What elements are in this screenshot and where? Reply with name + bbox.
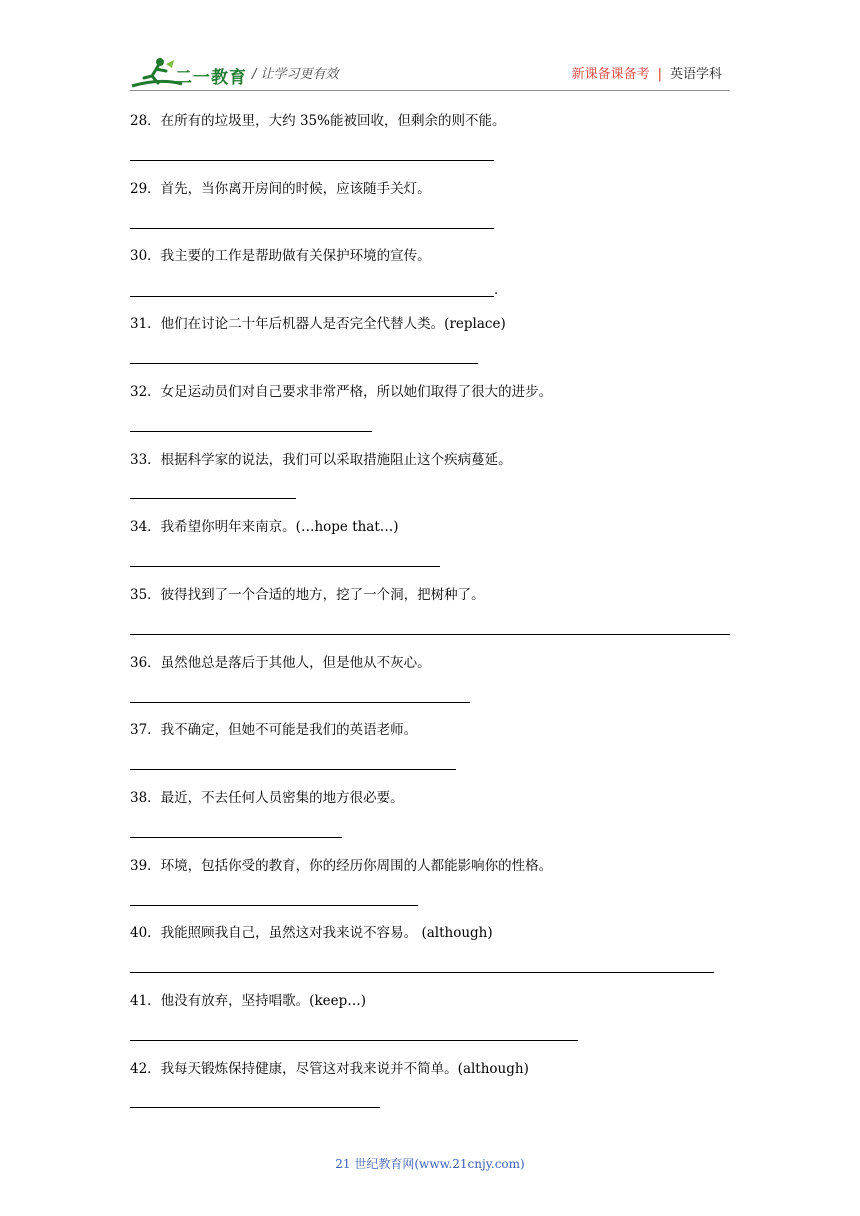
question-33: 33．根据科学家的说法，我们可以采取措施阻止这个疾病蔓延。 — [130, 452, 512, 468]
question-36: 36．虽然他总是落后于其他人，但是他从不灰心。 — [130, 655, 431, 671]
answer-line-33[interactable] — [130, 498, 296, 499]
answer-line-30[interactable] — [130, 296, 494, 297]
question-34: 34．我希望你明年来南京。(…hope that…) — [130, 519, 399, 535]
question-40: 40．我能照顾我自己，虽然这对我来说不容易。 (although) — [130, 925, 493, 941]
question-42: 42．我每天锻炼保持健康，尽管这对我来说并不简单。(although) — [130, 1061, 529, 1077]
header-label-subject: 英语学科 — [669, 67, 722, 82]
question-41: 41．他没有放弃，坚持唱歌。(keep…) — [130, 993, 367, 1009]
answer-line-39[interactable] — [130, 905, 418, 906]
answer-line-34[interactable] — [130, 566, 440, 567]
answer-line-40[interactable] — [130, 972, 714, 973]
answer-line-42[interactable] — [130, 1107, 380, 1108]
answer-line-41[interactable] — [130, 1040, 578, 1041]
answer-line-36[interactable] — [130, 702, 470, 703]
header-separator: | — [657, 67, 662, 82]
question-31: 31．他们在讨论二十年后机器人是否完全代替人类。(replace) — [130, 316, 506, 332]
question-32: 32．女足运动员们对自己要求非常严格，所以她们取得了很大的进步。 — [130, 384, 553, 400]
answer-line-35[interactable] — [130, 634, 730, 635]
answer-line-32[interactable] — [130, 431, 372, 432]
slogan: / 让学习更有效 — [252, 67, 339, 82]
answer-line-28[interactable] — [130, 160, 494, 161]
header-rule — [130, 90, 730, 91]
answer-line-29[interactable] — [130, 228, 494, 229]
question-35: 35．彼得找到了一个合适的地方，挖了一个洞，把树种了。 — [130, 587, 485, 603]
answer-line-31[interactable] — [130, 363, 478, 364]
footer-source[interactable]: 21 世纪教育网(www.21cnjy.com) — [335, 1157, 525, 1171]
question-38: 38．最近，不去任何人员密集的地方很必要。 — [130, 790, 404, 806]
question-39: 39．环境，包括你受的教育，你的经历你周围的人都能影响你的性格。 — [130, 858, 553, 874]
header-right — [572, 63, 722, 82]
page-header — [0, 0, 860, 100]
header-label-course: 新课备课备考 — [571, 67, 650, 82]
question-29: 29．首先，当你离开房间的时候，应该随手关灯。 — [130, 181, 431, 197]
answer-line-38[interactable] — [130, 837, 342, 838]
question-30: 30．我主要的工作是帮助做有关保护环境的宣传。 — [130, 248, 431, 264]
logo-text: 二一教育 — [175, 68, 247, 88]
answer-end-30: . — [494, 283, 499, 298]
question-28: 28．在所有的垃圾里，大约 35%能被回收，但剩余的则不能。 — [130, 113, 506, 129]
answer-line-37[interactable] — [130, 769, 456, 770]
question-37: 37．我不确定，但她不可能是我们的英语老师。 — [130, 722, 418, 738]
